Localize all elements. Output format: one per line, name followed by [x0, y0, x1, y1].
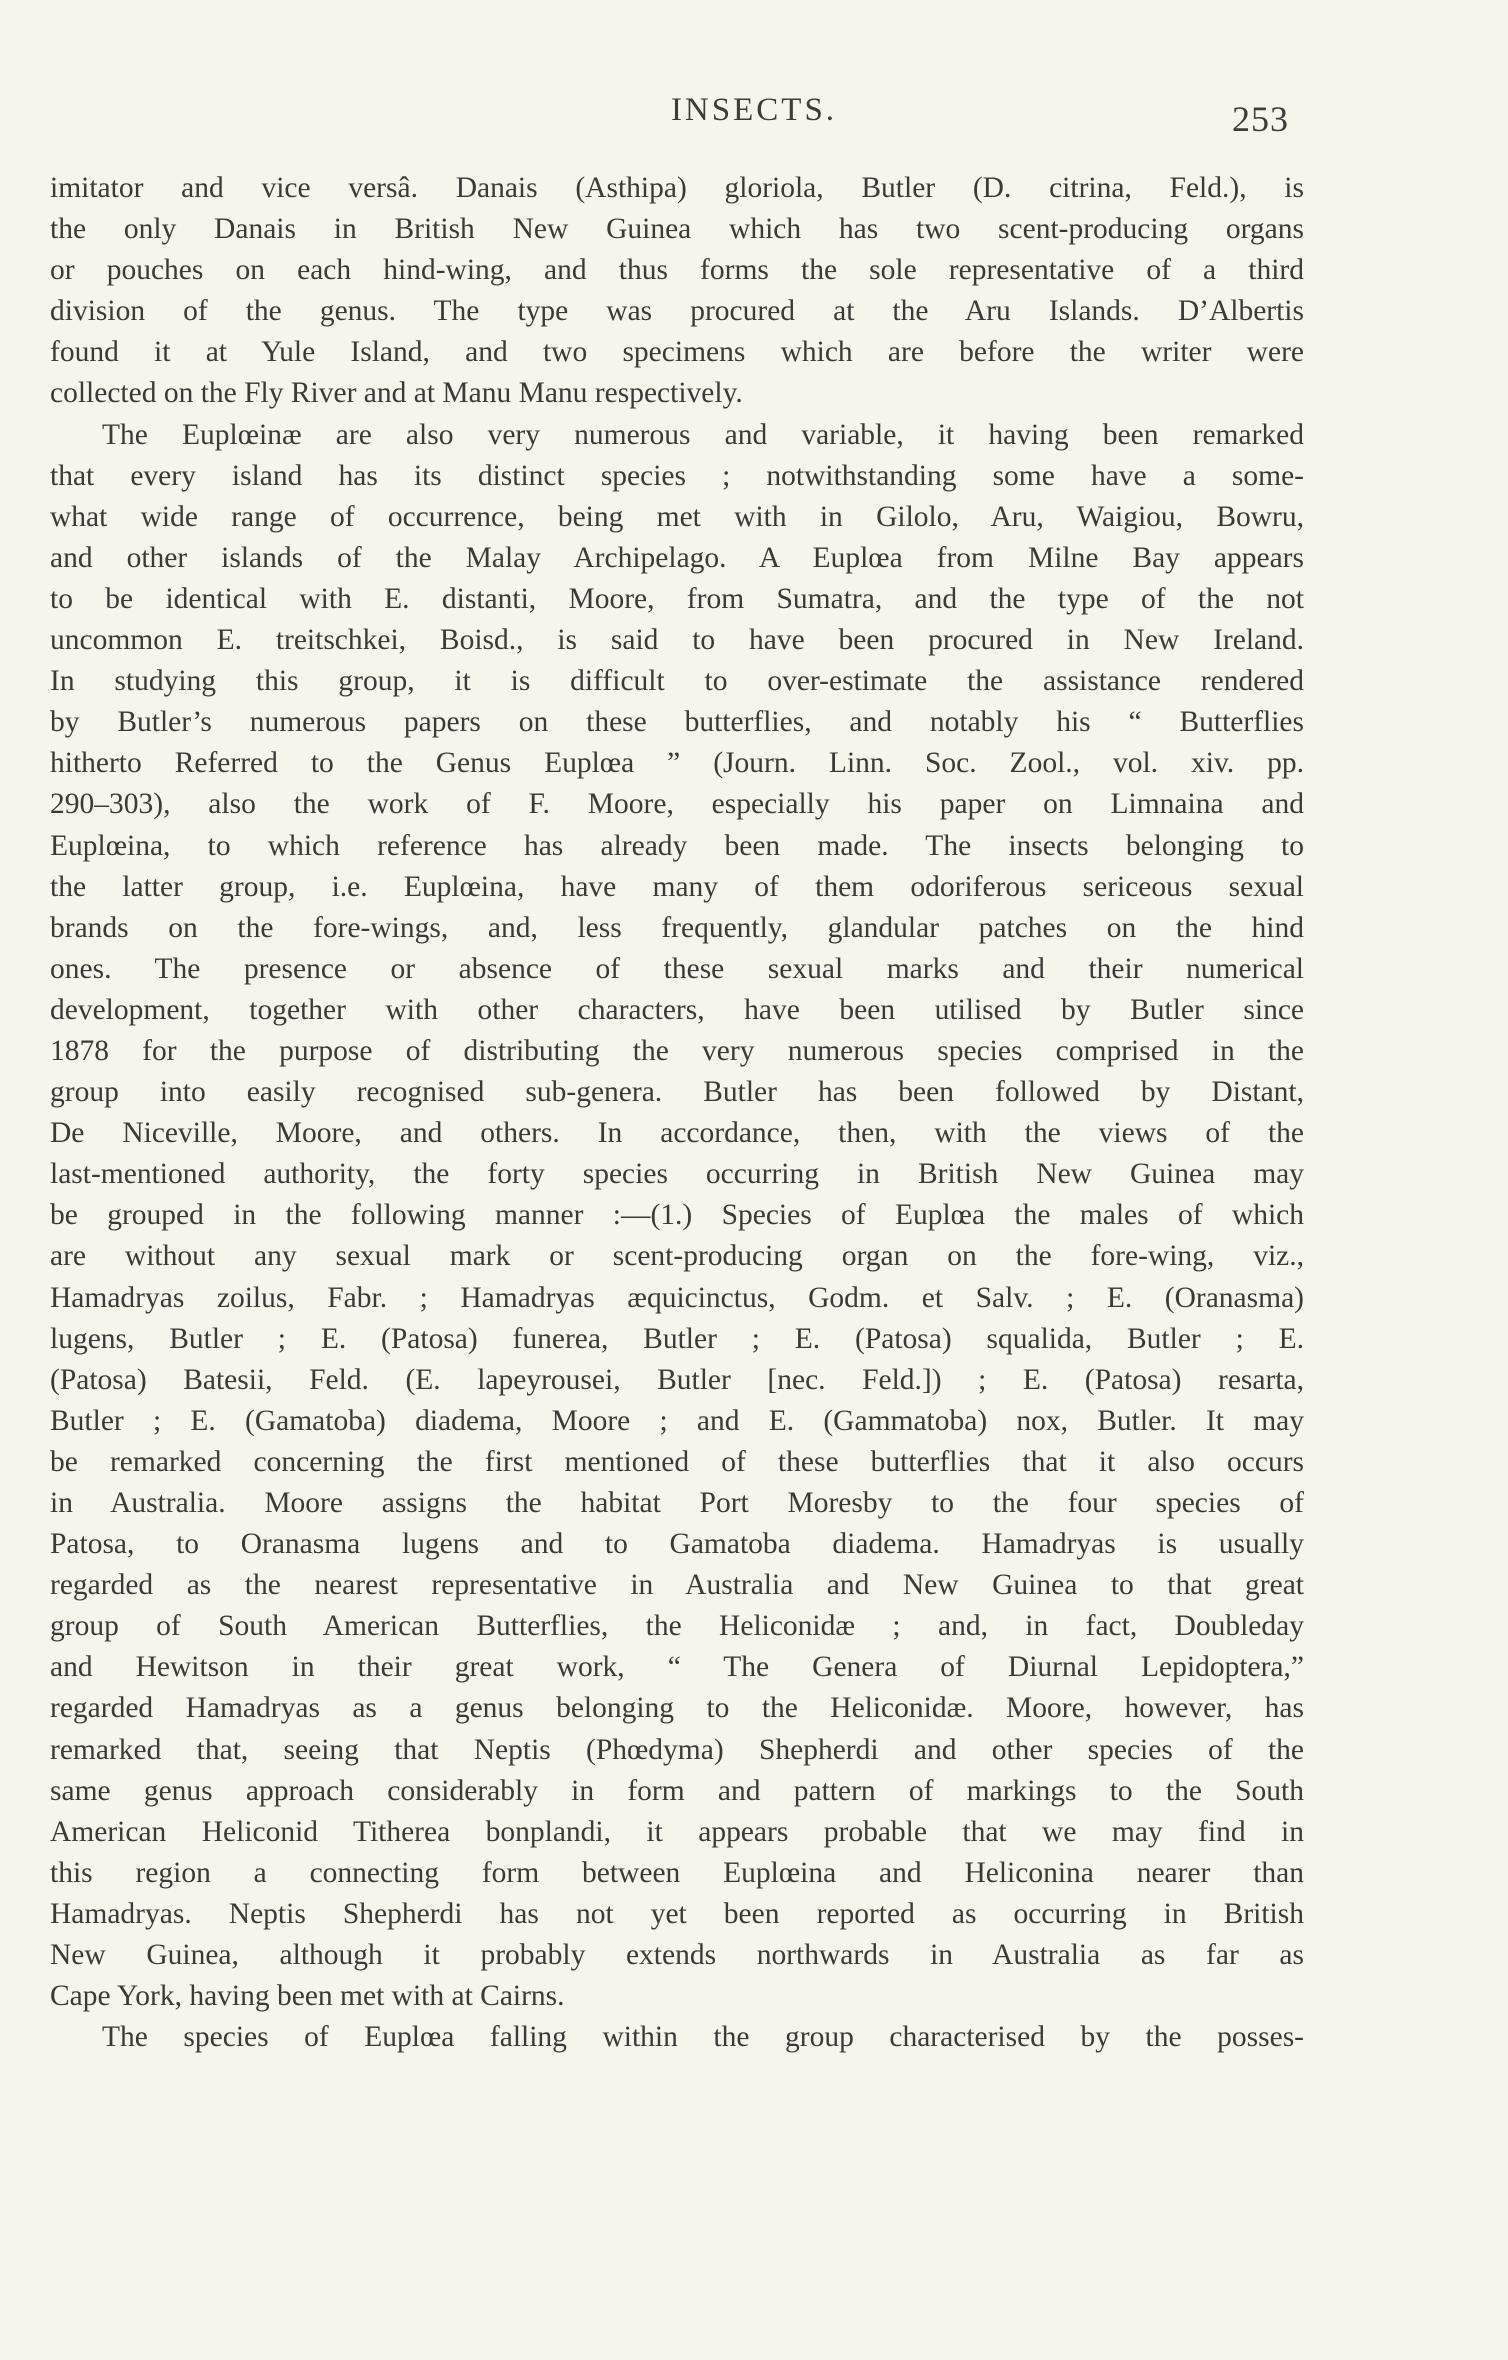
text-line: American Heliconid Titherea bonplandi, it appears probable that we may find in: [50, 1815, 1304, 1848]
text-line: be remarked concerning the first mentioned of these butterflies that it also occurs: [50, 1445, 1304, 1478]
text-line: uncommon E. treitschkei, Boisd., is said to have been procured in New Ireland.: [50, 624, 1304, 657]
text-line: division of the genus. The type was procured at the Aru Islands. D’Albertis: [50, 295, 1304, 328]
text-line: by Butler’s numerous papers on these butterflies, and notably his “ Butterflies: [50, 706, 1304, 739]
text-line: (Patosa) Batesii, Feld. (E. lapeyrousei, Butler [nec. Feld.]) ; E. (Patosa) resarta,: [50, 1363, 1304, 1396]
text-line: De Niceville, Moore, and others. In accordance, then, with the views of the: [50, 1117, 1304, 1150]
running-head: INSECTS.: [670, 92, 838, 128]
text-line: In studying this group, it is difficult to over-estimate the assistance rendered: [50, 665, 1304, 698]
text-line: group of South American Butterflies, the Heliconidæ ; and, in fact, Doubleday: [50, 1610, 1304, 1643]
text-line: what wide range of occurrence, being met with in Gilolo, Aru, Waigiou, Bowru,: [50, 500, 1304, 533]
text-line: imitator and vice versâ. Danais (Asthipa) gloriola, Butler (D. citrina, Feld.), is: [50, 172, 1304, 204]
body-text: [50, 168, 1304, 2058]
text-line: New Guinea, although it probably extends northwards in Australia as far as: [50, 1939, 1304, 1972]
text-line: in Australia. Moore assigns the habitat Port Moresby to the four species of: [50, 1487, 1304, 1519]
text-line: collected on the Fly River and at Manu Manu respectively.: [50, 377, 743, 410]
text-line: brands on the fore-wings, and, less frequently, glandular patches on the hind: [50, 911, 1304, 944]
paragraph: [50, 415, 1304, 2018]
text-line: The species of Euplœa falling within the group characterised by the posses-: [102, 2021, 1304, 2054]
text-line: lugens, Butler ; E. (Patosa) funerea, Butler ; E. (Patosa) squalida, Butler ; E.: [50, 1322, 1304, 1355]
text-line: The Euplœinæ are also very numerous and variable, it having been remarked: [102, 418, 1304, 451]
text-line: Euplœina, to which reference has already been made. The insects belonging to: [50, 829, 1304, 862]
text-line: same genus approach considerably in form and pattern of markings to the South: [50, 1774, 1304, 1807]
text-line: this region a connecting form between Euplœina and Heliconina nearer than: [50, 1856, 1304, 1889]
paragraph: [50, 2017, 1304, 2058]
paragraph: [50, 168, 1304, 415]
text-line: are without any sexual mark or scent-producing organ on the fore-wing, viz.,: [50, 1240, 1304, 1273]
text-line: or pouches on each hind-wing, and thus forms the sole representative of a third: [50, 254, 1304, 287]
text-line: Hamadryas. Neptis Shepherdi has not yet been reported as occurring in British: [50, 1897, 1304, 1930]
text-line: regarded as the nearest representative in Australia and New Guinea to that great: [50, 1569, 1304, 1602]
text-line: the only Danais in British New Guinea which has two scent-producing organs: [50, 213, 1304, 246]
text-line: hitherto Referred to the Genus Euplœa ” (Journ. Linn. Soc. Zool., vol. xiv. pp.: [50, 747, 1304, 780]
text-line: to be identical with E. distanti, Moore, from Sumatra, and the type of the not: [50, 582, 1304, 615]
text-line: development, together with other characters, have been utilised by Butler since: [50, 993, 1304, 1026]
page-number: 253: [1232, 99, 1289, 139]
text-line: be grouped in the following manner :—(1.) Species of Euplœa the males of which: [50, 1199, 1304, 1232]
text-line: ones. The presence or absence of these sexual marks and their numerical: [50, 952, 1304, 985]
text-line: and Hewitson in their great work, “ The Genera of Diurnal Lepidoptera,”: [50, 1651, 1304, 1684]
text-line: remarked that, seeing that Neptis (Phœdyma) Shepherdi and other species of the: [50, 1733, 1304, 1766]
text-line: group into easily recognised sub-genera. Butler has been followed by Distant,: [50, 1076, 1304, 1109]
text-line: regarded Hamadryas as a genus belonging to the Heliconidæ. Moore, however, has: [50, 1692, 1304, 1725]
text-line: Hamadryas zoilus, Fabr. ; Hamadryas æquicinctus, Godm. et Salv. ; E. (Oranasma): [50, 1281, 1304, 1314]
text-line: that every island has its distinct species ; notwithstanding some have a some-: [50, 459, 1304, 492]
text-line: Cape York, having been met with at Cairns.: [50, 1980, 565, 2013]
text-line: Patosa, to Oranasma lugens and to Gamatoba diadema. Hamadryas is usually: [50, 1528, 1304, 1561]
text-line: 290–303), also the work of F. Moore, especially his paper on Limnaina and: [50, 788, 1304, 821]
text-line: found it at Yule Island, and two specimens which are before the writer were: [50, 336, 1304, 369]
text-line: 1878 for the purpose of distributing the very numerous species comprised in the: [50, 1034, 1304, 1067]
text-line: and other islands of the Malay Archipelago. A Euplœa from Milne Bay appears: [50, 541, 1304, 574]
text-line: last-mentioned authority, the forty species occurring in British New Guinea may: [50, 1158, 1304, 1191]
text-line: the latter group, i.e. Euplœina, have many of them odoriferous sericeous sexual: [50, 870, 1304, 903]
text-line: Butler ; E. (Gamatoba) diadema, Moore ; and E. (Gammatoba) nox, Butler. It may: [50, 1404, 1304, 1437]
